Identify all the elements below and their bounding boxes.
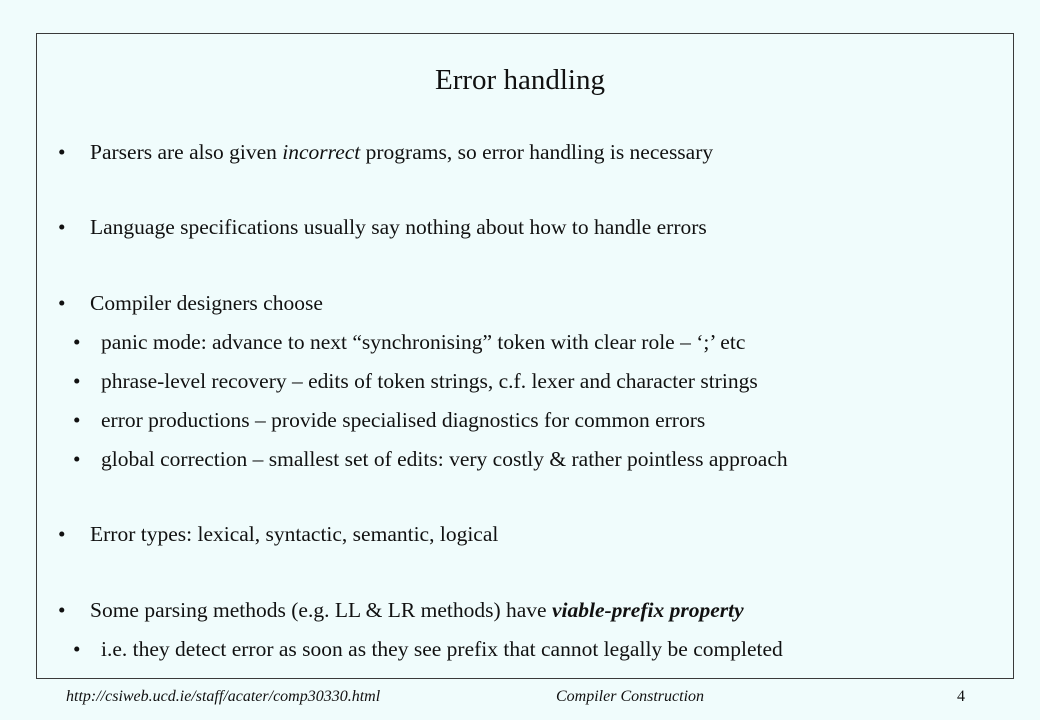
- bullet-compiler-designers: • Compiler designers choose: [58, 291, 323, 315]
- bullet-incorrect-programs: • Parsers are also given incorrect programs, so error handling is necessary: [58, 140, 714, 164]
- bullet-marker: •: [58, 598, 66, 622]
- slide-title: Error handling: [435, 64, 605, 96]
- bullet-error-types: • Error types: lexical, syntactic, semantic, logical: [58, 522, 499, 546]
- bullet-marker: •: [73, 408, 81, 432]
- bullet-marker: •: [73, 369, 81, 393]
- sub-bullet-phrase-level: • phrase-level recovery – edits of token strings, c.f. lexer and character strings: [73, 369, 758, 393]
- bullet-marker: •: [58, 215, 66, 239]
- bullet-marker: •: [58, 522, 66, 546]
- footer-page-number: 4: [957, 688, 965, 705]
- bullet-language-specs: • Language specifications usually say nothing about how to handle errors: [58, 215, 707, 239]
- bullet-viable-prefix: • Some parsing methods (e.g. LL & LR methods) have viable-prefix property: [58, 598, 744, 622]
- sub-bullet-error-productions: • error productions – provide specialised diagnostics for common errors: [73, 408, 706, 432]
- sub-bullet-panic-mode: • panic mode: advance to next “synchronising” token with clear role – ‘;’ etc: [73, 330, 746, 354]
- sub-bullet-global-correction: • global correction – smallest set of edits: very costly & rather pointless approach: [73, 447, 788, 471]
- bullet-marker: •: [73, 330, 81, 354]
- bullet-marker: •: [58, 291, 66, 315]
- slide-frame: [36, 33, 1014, 679]
- sub-bullet-detect-error: • i.e. they detect error as soon as they see prefix that cannot legally be completed: [73, 637, 783, 661]
- footer-url: http://csiweb.ucd.ie/staff/acater/comp30330.html: [66, 688, 381, 705]
- bullet-marker: •: [73, 637, 81, 661]
- bullet-marker: •: [58, 140, 66, 164]
- footer-course-title: Compiler Construction: [556, 688, 705, 705]
- bullet-marker: •: [73, 447, 81, 471]
